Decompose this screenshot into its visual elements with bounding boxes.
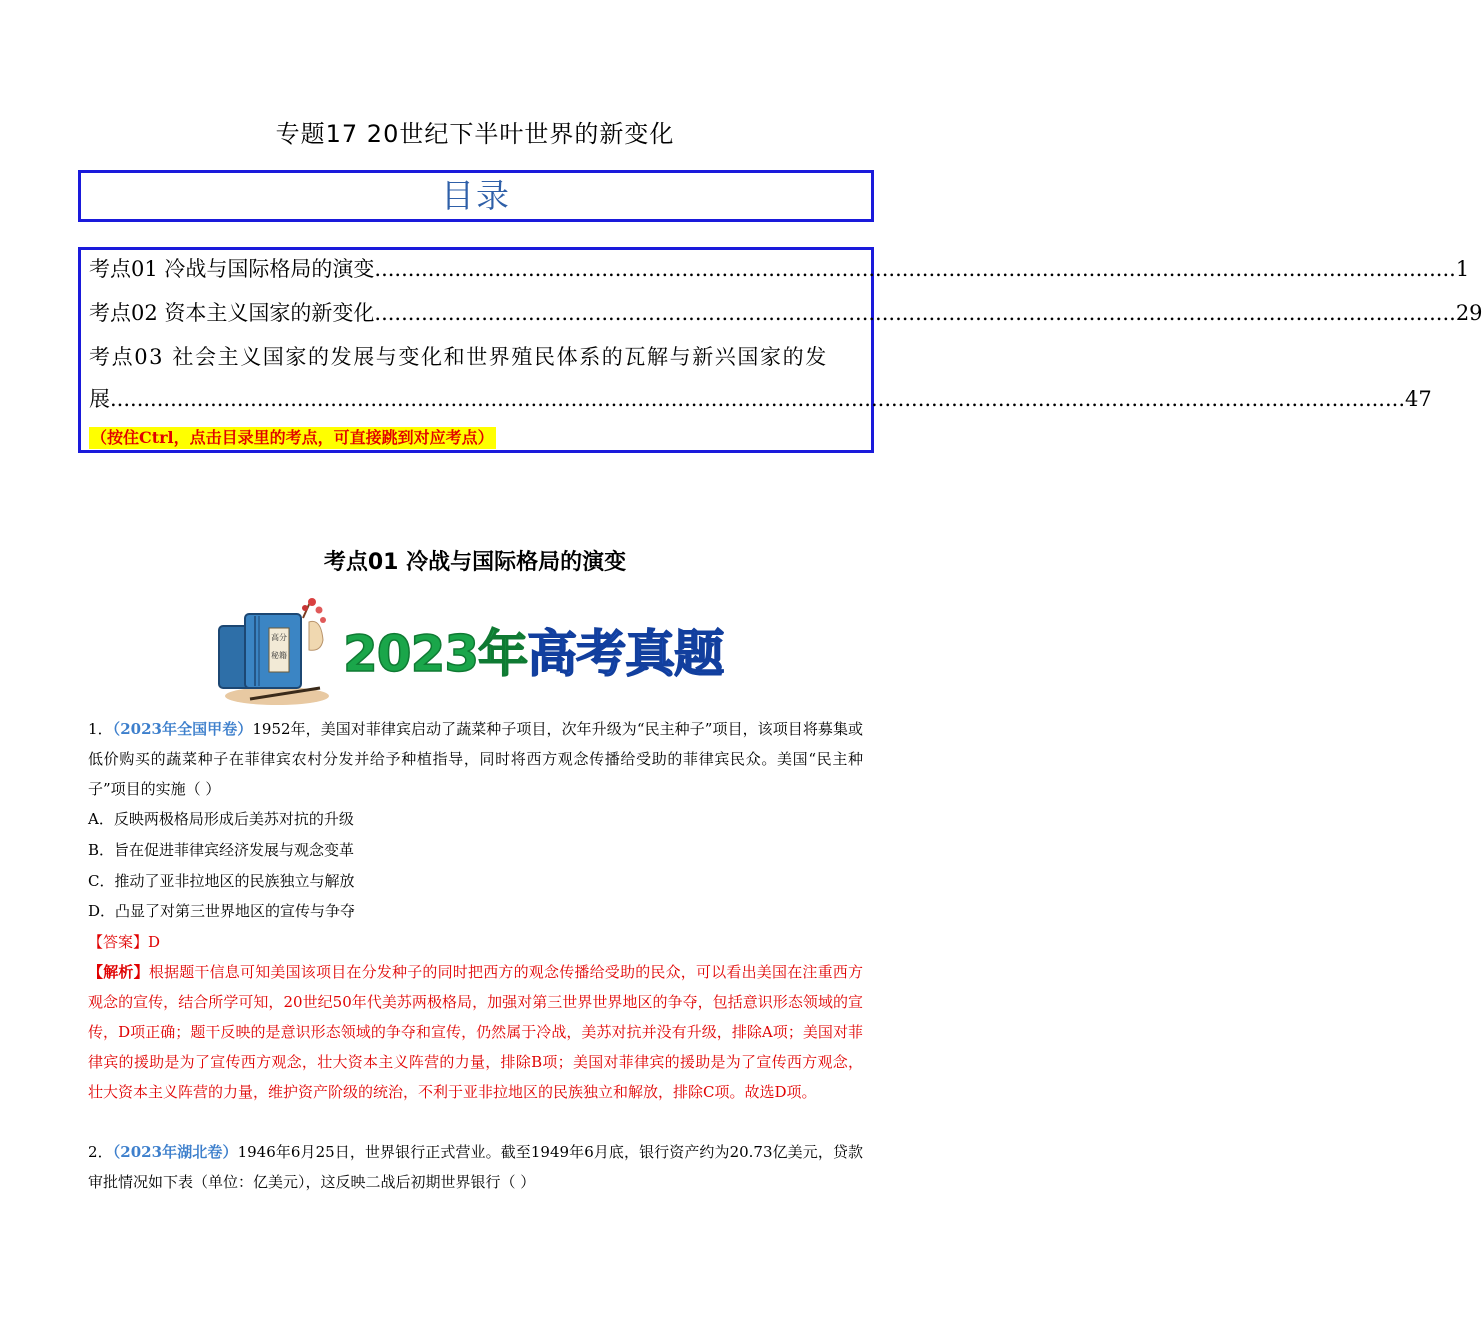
option-a: A．反映两极格局形成后美苏对抗的升级 (88, 810, 354, 828)
toc-heading-box (78, 170, 874, 222)
analysis-label: 【解析】 (88, 963, 149, 981)
toc-entry-1[interactable] (89, 254, 1470, 284)
section-title: 考点01 冷战与国际格局的演变 (323, 550, 627, 575)
page-title: 专题17 20世纪下半叶世界的新变化 (275, 120, 675, 148)
exam-banner (215, 596, 735, 708)
book-label-2: 秘籍 (271, 651, 287, 660)
option-c: C．推动了亚非拉地区的民族独立与解放 (88, 872, 355, 890)
toc-entry-3[interactable] (89, 384, 1432, 414)
question-source: （2023年湖北卷） (112, 1143, 238, 1161)
toc-entry-2[interactable] (89, 298, 1483, 328)
question-1-stem (88, 714, 863, 804)
question-2-stem (88, 1137, 863, 1197)
analysis-paragraph (88, 957, 863, 1107)
question-number: 2． (88, 1143, 113, 1161)
answer-value: D (148, 933, 161, 951)
answer-label: 【答案】 (88, 933, 149, 951)
book-label-1: 高分 (271, 633, 287, 642)
question-text: 1952年，美国对菲律宾启动了蔬菜种子项目，次年升级为“民主种子”项目，该项目将募集或低价购买的蔬菜种子在菲律宾农村分发并给予种植指导，同时将西方观念传播给受助的菲律宾民众。美国“民主种子”项目的实施（ ） (88, 720, 864, 798)
option-d: D．凸显了对第三世界地区的宣传与争夺 (88, 902, 356, 920)
answer-line (88, 927, 160, 957)
banner-year: 2023年 (343, 625, 528, 683)
toc-entry-label: 展 (89, 387, 110, 411)
toc-heading: 目录 (441, 176, 511, 215)
toc-entry-3-line1[interactable]: 考点03 社会主义国家的发展与变化和世界殖民体系的瓦解与新兴国家的发 (89, 345, 828, 369)
question-number: 1． (88, 720, 113, 738)
toc-note: （按住Ctrl，点击目录里的考点，可直接跳到对应考点） (91, 428, 494, 447)
banner-highlight: 高考真题 (527, 625, 724, 683)
toc-leader-dots: .................................................................................................................................................................. (374, 257, 1456, 281)
toc-entry-label: 考点01 冷战与国际格局的演变 (89, 257, 375, 281)
toc-box (78, 247, 1483, 453)
toc-leader-dots: .................................................................................................................................................................. (374, 301, 1456, 325)
question-text: 1946年6月25日，世界银行正式营业。截至1949年6月底，银行资产约为20.73亿美元，贷款审批情况如下表（单位：亿美元），这反映二战后初期世界银行（ ） (88, 1143, 864, 1191)
toc-entry-page: 47 (1405, 387, 1432, 411)
banner-title (343, 614, 723, 686)
analysis-text: 根据题干信息可知美国该项目在分发种子的同时把西方的观念传播给受助的民众，可以看出美国在注重西方观念的宣传，结合所学可知，20世纪50年代美苏两极格局，加强对第三世界世界地区的争夺，包括意识形态领域的宣传，D项正确；题干反映的是意识形态领域的争夺和宣传，仍然属于冷战，美苏对抗并没有升级，排除A项；美国对菲律宾的援助是为了宣传西方观念，壮大资本主义阵营的力量，排除B项；美国对菲律宾的援助是为了宣传西方观念，壮大资本主义阵营的力量，维护资产阶级的统治，不利于亚非拉地区的民族独立和解放，排除C项。故选D项。 (88, 963, 863, 1101)
question-source: （2023年全国甲卷） (112, 720, 253, 738)
option-b: B．旨在促进菲律宾经济发展与观念变革 (88, 841, 355, 859)
toc-leader-dots: .................................................................................................................................................................................................. (110, 387, 1406, 411)
toc-entry-page: 29 (1455, 301, 1483, 325)
toc-entry-label: 考点02 资本主义国家的新变化 (89, 301, 375, 325)
toc-entry-page: 1 (1455, 257, 1470, 281)
book-stack-icon (215, 596, 335, 708)
